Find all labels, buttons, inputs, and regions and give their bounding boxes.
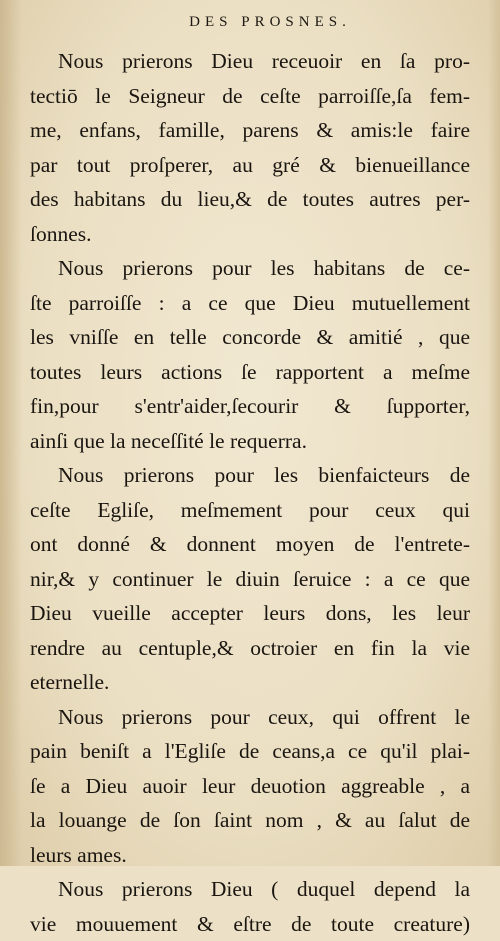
text-line: leurs ames.	[30, 838, 470, 873]
body-text	[30, 44, 470, 941]
text-line: nir,& y continuer le diuin ſeruice : a ce que	[30, 562, 470, 597]
text-line: ainſi que la neceſſité le requerra.	[30, 424, 470, 459]
text-line: rendre au centuple,& octroier en fin la vie	[30, 631, 470, 666]
text-line: les vniſſe en telle concorde & amitié , que	[30, 320, 470, 355]
paragraph-5	[30, 872, 470, 941]
text-line: ceſte Egliſe, meſmement pour ceux qui	[30, 493, 470, 528]
paragraph-3	[30, 458, 470, 700]
running-head: DES PROSNES.	[0, 14, 500, 31]
text-line: tectiō le Seigneur de ceſte parroiſſe,ſa fem-	[30, 79, 470, 114]
text-line: la louange de ſon ſaint nom , & au ſalut de	[30, 803, 470, 838]
text-line: Nous prierons pour ceux, qui offrent le	[30, 700, 470, 735]
text-line: me, enfans, famille, parens & amis:le faire	[30, 113, 470, 148]
text-line: ſe a Dieu auoir leur deuotion aggreable , a	[30, 769, 470, 804]
text-line: vie mouuement & eſtre de toute creature)	[30, 907, 470, 941]
text-line: Nous prierons Dieu receuoir en ſa pro-	[30, 44, 470, 79]
text-line: eternelle.	[30, 665, 470, 700]
paragraph-4	[30, 700, 470, 873]
text-line: Nous prierons Dieu ( duquel depend la	[30, 872, 470, 907]
text-line: fin,pour s'entr'aider,ſecourir & ſupporter,	[30, 389, 470, 424]
text-line: des habitans du lieu,& de toutes autres per-	[30, 182, 470, 217]
text-line: toutes leurs actions ſe rapportent a meſme	[30, 355, 470, 390]
paragraph-1	[30, 44, 470, 251]
paragraph-2	[30, 251, 470, 458]
text-line: Nous prierons pour les habitans de ce-	[30, 251, 470, 286]
text-line: Dieu vueille accepter leurs dons, les leur	[30, 596, 470, 631]
text-line: Nous prierons pour les bienfaicteurs de	[30, 458, 470, 493]
text-line: ſte parroiſſe : a ce que Dieu mutuellement	[30, 286, 470, 321]
text-line: ſonnes.	[30, 217, 470, 252]
text-line: ont donné & donnent moyen de l'entrete-	[30, 527, 470, 562]
text-line: par tout proſperer, au gré & bienueillance	[30, 148, 470, 183]
text-line: pain beniſt a l'Egliſe de ceans,a ce qu'il plai-	[30, 734, 470, 769]
